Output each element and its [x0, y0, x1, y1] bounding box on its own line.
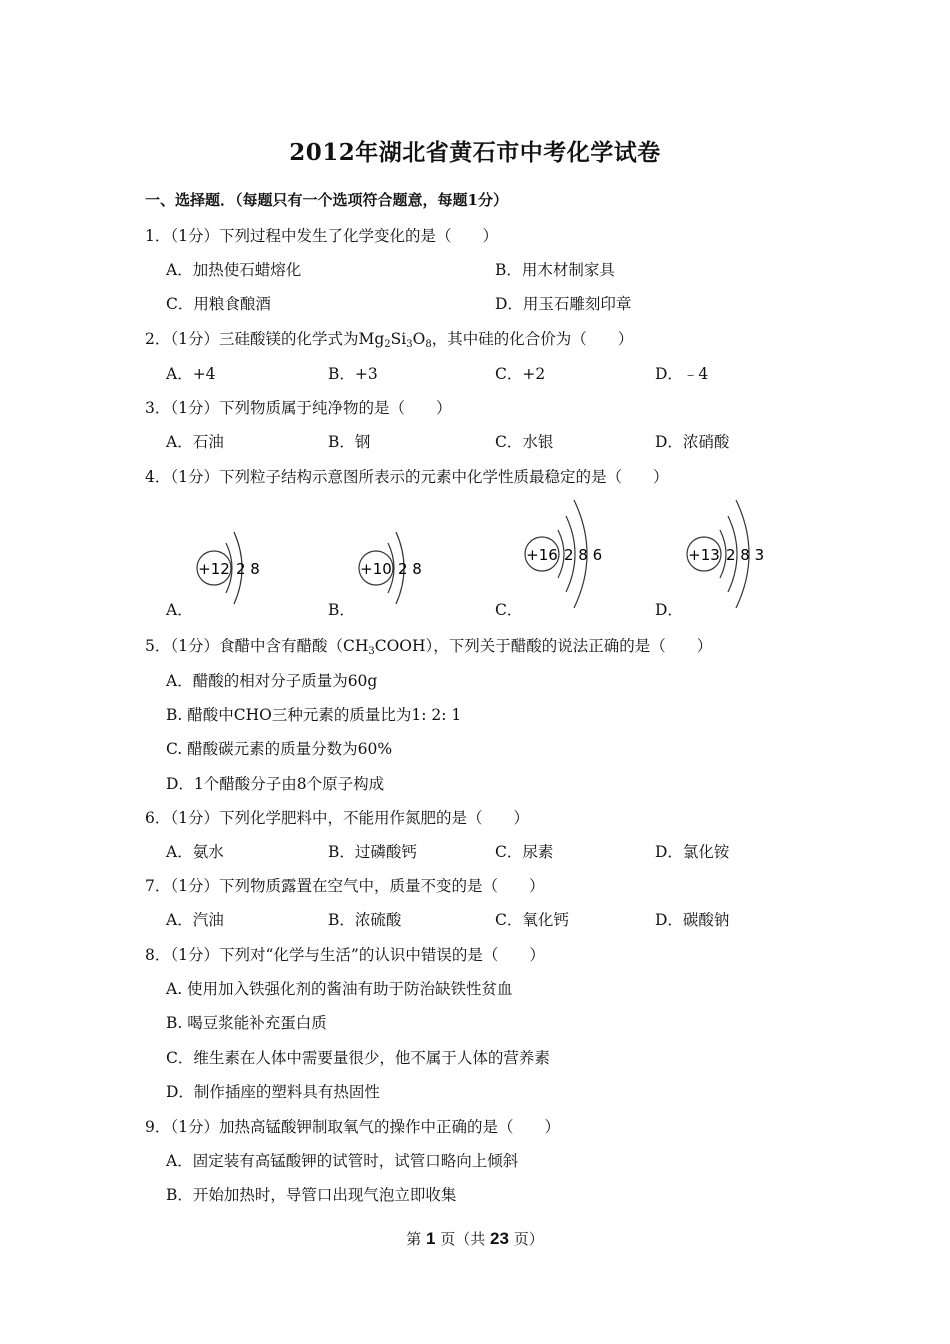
q3-option-d: D．浓硝酸 [655, 433, 730, 451]
question-5: 5．（1分）食醋中含有醋酸$(CH_3COOH)$，下列关于醋酸的说法正确的是（ ） [145, 637, 713, 657]
q2-option-c: C．+2 [495, 365, 546, 383]
section-heading: 一、选择题．（每题只有一个选项符合题意，每题1分） [145, 191, 508, 209]
q8-option-d: D．制作插座的塑料具有热固性 [166, 1083, 380, 1101]
svg-text:2 8 3: 2 8 3 [726, 546, 765, 564]
q5-option-b: B. 醋酸中CHO三种元素的质量比为1: 2: 1 [166, 706, 462, 724]
page-total: 23 [490, 1229, 509, 1248]
q2-option-b: B．+3 [328, 365, 378, 383]
svg-text:+10: +10 [360, 560, 392, 578]
q4-option-b: B． [328, 601, 355, 619]
q2-option-a: A．+4 [166, 365, 216, 383]
q8-option-a: A. 使用加入铁强化剂的酱油有助于防治缺铁性贫血 [166, 980, 513, 998]
atom-diagram-b [352, 520, 432, 615]
question-3: 3．（1分）下列物质属于纯净物的是（ ） [145, 399, 452, 417]
svg-text:2 8: 2 8 [236, 560, 260, 578]
q1-option-a: A．加热使石蜡熔化 [166, 261, 302, 279]
q8-option-b: B. 喝豆浆能补充蛋白质 [166, 1014, 327, 1032]
question-6: 6．（1分）下列化学肥料中，不能用作氮肥的是（ ） [145, 809, 529, 827]
q4-option-a: A． [166, 601, 193, 619]
q7-option-c: C．氧化钙 [495, 911, 569, 929]
q9-option-b: B．开始加热时，导管口出现气泡立即收集 [166, 1186, 457, 1204]
question-1: 1．（1分）下列过程中发生了化学变化的是（ ） [145, 227, 498, 245]
q1-option-b: B．用木材制家具 [495, 261, 615, 279]
svg-text:+13: +13 [688, 546, 720, 564]
atom-diagram-a [190, 520, 270, 615]
q9-option-a: A．固定装有高锰酸钾的试管时，试管口略向上倾斜 [166, 1152, 519, 1170]
question-7: 7．（1分）下列物质露置在空气中，质量不变的是（ ） [145, 877, 545, 895]
q1-option-c: C．用粮食酿酒 [166, 295, 271, 313]
question-4: 4．（1分）下列粒子结构示意图所表示的元素中化学性质最稳定的是（ ） [145, 468, 669, 486]
q8-option-c: C．维生素在人体中需要量很少，他不属于人体的营养素 [166, 1049, 550, 1067]
q3-option-b: B．钢 [328, 433, 371, 451]
q3-option-c: C．水银 [495, 433, 554, 451]
atom-diagram-d [680, 496, 780, 614]
question-9: 9．（1分）加热高锰酸钾制取氧气的操作中正确的是（ ） [145, 1118, 560, 1136]
svg-text:+12: +12 [198, 560, 230, 578]
q7-option-d: D．碳酸钠 [655, 911, 730, 929]
question-8: 8．（1分）下列对“化学与生活”的认识中错误的是（ ） [145, 946, 545, 964]
q6-option-a: A．氨水 [166, 843, 224, 861]
page-number: 1 [426, 1229, 436, 1248]
q5-option-c: C. 醋酸碳元素的质量分数为60% [166, 740, 393, 758]
q1-option-d: D．用玉石雕刻印章 [495, 295, 632, 313]
q5-option-a: A．醋酸的相对分子质量为60g [166, 672, 378, 690]
svg-text:2 8 6: 2 8 6 [564, 546, 603, 564]
q6-option-d: D．氯化铵 [655, 843, 730, 861]
q5-option-d: D．1个醋酸分子由8个原子构成 [166, 775, 385, 793]
q2-option-d: D．﹣4 [655, 365, 709, 383]
page-footer: 第 1 页（共 23 页） [406, 1229, 544, 1248]
q4-option-d: D． [655, 601, 683, 619]
svg-text:+16: +16 [526, 546, 558, 564]
q6-option-b: B．过磷酸钙 [328, 843, 417, 861]
page-title: 2012年湖北省黄石市中考化学试卷 [289, 139, 661, 166]
q7-option-b: B．浓硫酸 [328, 911, 402, 929]
question-2: 2．（1分）三硅酸镁的化学式为$Mg_2Si_3O_8$，其中硅的化合价为（ ） [145, 330, 634, 350]
q4-option-c: C． [495, 601, 523, 619]
q6-option-c: C．尿素 [495, 843, 554, 861]
svg-text:2 8: 2 8 [398, 560, 422, 578]
atom-diagram-c [518, 496, 618, 614]
q7-option-a: A．汽油 [166, 911, 224, 929]
q3-option-a: A．石油 [166, 433, 224, 451]
